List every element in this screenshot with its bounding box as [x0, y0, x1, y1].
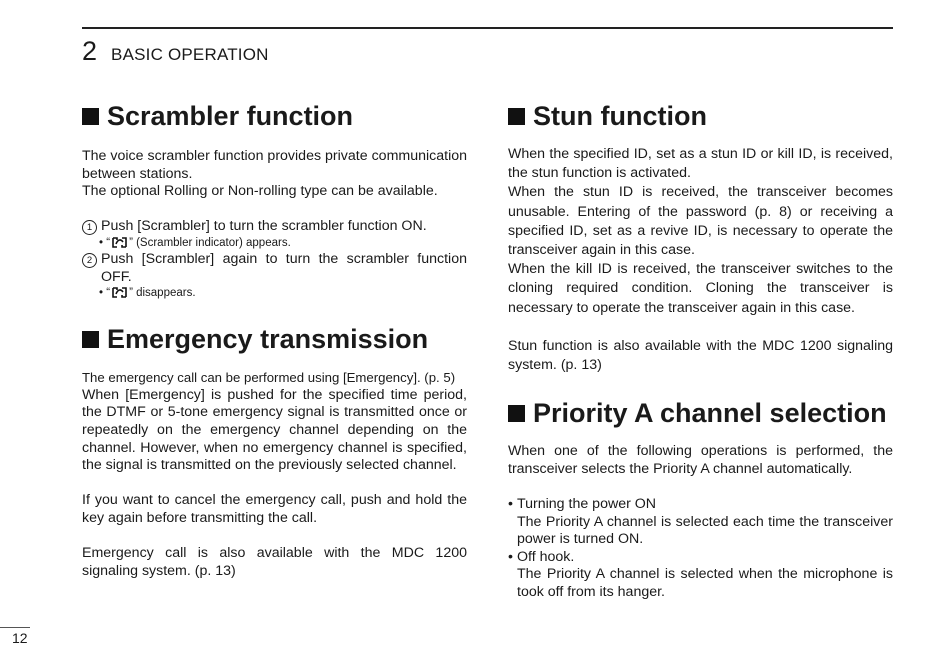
emergency-paragraph-2: When [Emergency] is pushed for the specified time period, the DTMF or 5-tone emergency signal is transmitted once or repeatedly on the emergency channel depending on the channel. However, when no emergency channel is specified, the signal is transmitted on the previously selected channel.: [82, 386, 467, 474]
square-bullet-icon: [82, 108, 99, 125]
scrambler-intro-2: The optional Rolling or Non-rolling type can be available.: [82, 183, 438, 200]
stun-paragraph-4: Stun function is also available with the MDC 1200 signaling system. (p. 13): [508, 337, 893, 374]
chapter-title: BASIC OPERATION: [111, 45, 269, 64]
square-bullet-icon: [508, 108, 525, 125]
stun-heading: Stun function: [508, 98, 893, 134]
scrambler-intro-1: The voice scrambler function provides private communication between stations.: [82, 148, 467, 182]
left-column: [82, 98, 467, 580]
scrambler-section: [82, 98, 467, 301]
square-bullet-icon: [508, 405, 525, 422]
priority-bullet-2-body: The Priority A channel is selected when the microphone is took off from its hanger.: [517, 566, 893, 600]
scrambler-indicator-icon: [111, 287, 128, 298]
emergency-paragraph-3: If you want to cancel the emergency call, push and hold the key again before transmitting the call.: [82, 492, 467, 526]
scrambler-step-2: 2 Push [Scrambler] again to turn the scrambler function OFF.: [82, 251, 467, 286]
emergency-heading: Emergency transmission: [82, 321, 467, 357]
priority-bullet-1: • Turning the power ON: [508, 496, 657, 513]
priority-bullet-2: • Off hook.: [508, 548, 575, 565]
page-number-rule: [0, 627, 30, 628]
stun-paragraph-1: When the specified ID, set as a stun ID or kill ID, is received, the stun function is activated.: [508, 146, 893, 182]
priority-section: [508, 395, 893, 601]
step-number-icon: 1: [82, 220, 97, 235]
priority-heading: Priority A channel selection: [508, 395, 893, 431]
emergency-section: [82, 321, 467, 580]
emergency-paragraph-4: Emergency call is also available with the MDC 1200 signaling system. (p. 13): [82, 545, 467, 579]
scrambler-step-1: 1 Push [Scrambler] to turn the scrambler function ON.: [82, 218, 467, 236]
scrambler-heading: Scrambler function: [82, 98, 467, 134]
priority-paragraph-1: When one of the following operations is performed, the transceiver selects the Priority A channel automatically.: [508, 443, 893, 477]
priority-bullet-1-body: The Priority A channel is selected each time the transceiver power is turned ON.: [517, 513, 893, 548]
scrambler-indicator-icon: [111, 237, 128, 248]
chapter-number: 2: [82, 36, 98, 66]
square-bullet-icon: [82, 331, 99, 348]
emergency-paragraph-1: The emergency call can be performed using [Emergency]. (p. 5): [82, 370, 456, 386]
page-number: 12: [12, 630, 28, 646]
scrambler-step-2-note: • “ ” disappears.: [99, 287, 196, 300]
step-number-icon: 2: [82, 253, 97, 268]
scrambler-step-1-note: • “ ” (Scrambler indicator) appears.: [99, 236, 291, 249]
stun-paragraph-3: When the kill ID is received, the transceiver switches to the cloning required condition. Cloning the transceiver is necessary to operate the transceiver again in this case.: [508, 261, 893, 316]
stun-section: [508, 98, 893, 375]
stun-paragraph-2: When the stun ID is received, the transceiver becomes unusable. Entering of the password (p. 8) or receiving a specified ID, set as a revive ID, is necessary to operate the transceiver again in this case.: [508, 184, 893, 259]
header-rule: [82, 27, 893, 29]
right-column: [508, 98, 893, 602]
chapter-header: [82, 36, 269, 67]
